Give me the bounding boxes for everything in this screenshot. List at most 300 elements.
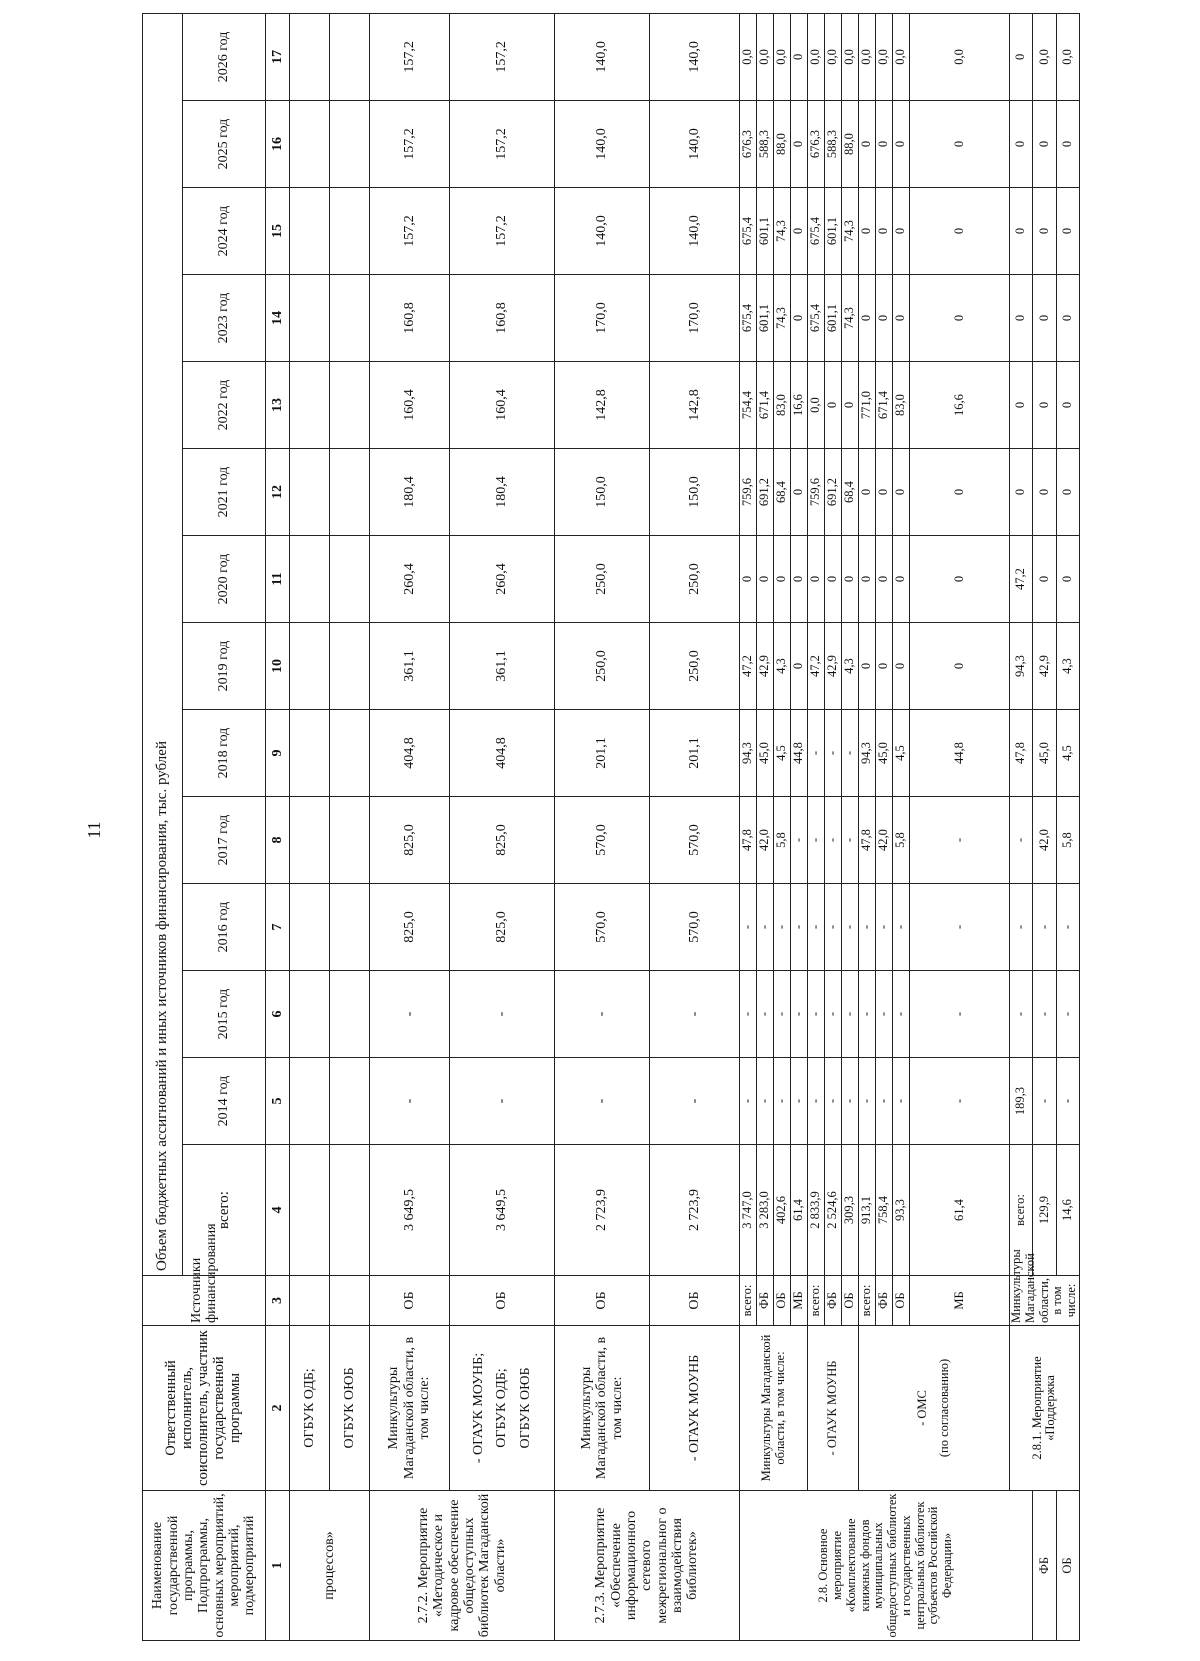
- value-cell: -: [450, 1058, 555, 1145]
- column-number: 3: [266, 1276, 290, 1326]
- value-cell: -: [791, 1058, 808, 1145]
- value-cell: 16,6: [910, 362, 1010, 449]
- value-cell: -: [825, 1058, 842, 1145]
- responsible-cell: [450, 1326, 555, 1491]
- value-cell: 47,8: [740, 797, 757, 884]
- empty-cell: [330, 971, 370, 1058]
- value-cell: -: [757, 971, 774, 1058]
- value-cell: 0: [791, 449, 808, 536]
- value-cell: 74,3: [842, 188, 859, 275]
- empty-cell: [290, 1058, 330, 1145]
- value-cell: 260,4: [450, 536, 555, 623]
- value-cell: 0: [1056, 188, 1079, 275]
- value-cell: 361,1: [370, 623, 450, 710]
- header-year: 2015 год: [183, 971, 266, 1058]
- empty-cell: [330, 623, 370, 710]
- value-cell: 0: [859, 101, 876, 188]
- value-cell: 47,8: [1010, 710, 1033, 797]
- value-cell: 0: [893, 536, 910, 623]
- source-cell: всего:: [859, 1276, 876, 1326]
- value-cell: 142,8: [650, 362, 740, 449]
- source-cell: ОБ: [450, 1276, 555, 1326]
- column-number: 1: [266, 1491, 290, 1641]
- value-cell: 47,8: [859, 797, 876, 884]
- program-name: 2.8. Основное мероприятие «Комплектование книжных фондов муниципальных общедоступных библиотек и государственных центральных библиотек субъектов Российской Федерации»: [740, 1491, 1033, 1641]
- value-cell: 157,2: [370, 13, 450, 100]
- value-cell: 88,0: [842, 101, 859, 188]
- value-cell: 0,0: [774, 13, 791, 100]
- cell-line: ОГБУК ОДБ;: [494, 1368, 510, 1448]
- value-cell: -: [842, 710, 859, 797]
- empty-cell: [330, 797, 370, 884]
- value-cell: -: [808, 884, 825, 971]
- value-cell: 0: [791, 13, 808, 100]
- value-cell: 0: [1033, 449, 1056, 536]
- value-cell: 0: [1010, 188, 1033, 275]
- value-cell: 0: [1010, 101, 1033, 188]
- value-cell: 3 649,5: [370, 1145, 450, 1276]
- value-cell: 189,3: [1010, 1058, 1033, 1145]
- source-cell: ОБ: [370, 1276, 450, 1326]
- empty-cell: [330, 1058, 370, 1145]
- value-cell: 157,2: [450, 101, 555, 188]
- column-number: 13: [266, 362, 290, 449]
- program-name: 2.8.1. Мероприятие «Поддержка: [1010, 1326, 1080, 1491]
- header-year: 2025 год: [183, 101, 266, 188]
- responsible-cell: [859, 1326, 1010, 1491]
- source-cell: МБ: [791, 1276, 808, 1326]
- column-number: 16: [266, 101, 290, 188]
- value-cell: 2 723,9: [555, 1145, 650, 1276]
- header-responsible-col: Ответственный исполнитель, соисполнитель, участник государственной программы: [143, 1326, 266, 1491]
- value-cell: -: [825, 971, 842, 1058]
- value-cell: 0: [859, 536, 876, 623]
- value-cell: 180,4: [450, 449, 555, 536]
- value-cell: 0: [1056, 275, 1079, 362]
- responsible-cell: Минкультуры Магаданской области, в том числе:: [1010, 1276, 1080, 1326]
- value-cell: 404,8: [450, 710, 555, 797]
- empty-cell: [330, 1276, 370, 1326]
- value-cell: 0: [1033, 101, 1056, 188]
- value-cell: 0: [1010, 362, 1033, 449]
- value-cell: 5,8: [774, 797, 791, 884]
- value-cell: 150,0: [555, 449, 650, 536]
- value-cell: 675,4: [740, 188, 757, 275]
- value-cell: 601,1: [757, 275, 774, 362]
- column-number: 5: [266, 1058, 290, 1145]
- value-cell: 675,4: [740, 275, 757, 362]
- value-cell: 0: [876, 275, 893, 362]
- value-cell: -: [757, 1058, 774, 1145]
- value-cell: 0: [1056, 101, 1079, 188]
- value-cell: 0,0: [757, 13, 774, 100]
- column-number: 15: [266, 188, 290, 275]
- column-number: 2: [266, 1326, 290, 1491]
- value-cell: 42,0: [757, 797, 774, 884]
- value-cell: 0: [842, 362, 859, 449]
- responsible-cell: ОГБУК ОДБ;: [290, 1326, 330, 1491]
- table-row: [859, 13, 876, 1640]
- value-cell: 0: [1010, 449, 1033, 536]
- value-cell: -: [825, 884, 842, 971]
- value-cell: 47,2: [808, 623, 825, 710]
- value-cell: -: [1010, 971, 1033, 1058]
- value-cell: 570,0: [650, 797, 740, 884]
- value-cell: 0: [859, 188, 876, 275]
- value-cell: 691,2: [825, 449, 842, 536]
- value-cell: 0: [1010, 275, 1033, 362]
- value-cell: 4,3: [774, 623, 791, 710]
- value-cell: 0: [757, 536, 774, 623]
- value-cell: 404,8: [370, 710, 450, 797]
- value-cell: 0: [876, 188, 893, 275]
- source-cell: ФБ: [876, 1276, 893, 1326]
- empty-cell: [290, 797, 330, 884]
- value-cell: 0: [893, 275, 910, 362]
- value-cell: 0,0: [1056, 13, 1079, 100]
- empty-cell: [290, 1276, 330, 1326]
- value-cell: 825,0: [450, 884, 555, 971]
- value-cell: 771,0: [859, 362, 876, 449]
- column-number: 17: [266, 13, 290, 100]
- value-cell: 42,0: [876, 797, 893, 884]
- empty-cell: [290, 13, 330, 100]
- value-cell: 0: [910, 536, 1010, 623]
- value-cell: 0,0: [825, 13, 842, 100]
- value-cell: 759,6: [808, 449, 825, 536]
- header-year: 2017 год: [183, 797, 266, 884]
- empty-cell: [290, 275, 330, 362]
- value-cell: 160,8: [370, 275, 450, 362]
- value-cell: 140,0: [650, 13, 740, 100]
- empty-cell: [330, 884, 370, 971]
- value-cell: 140,0: [650, 188, 740, 275]
- cell-line: (по согласованию): [937, 1358, 951, 1458]
- value-cell: -: [774, 971, 791, 1058]
- header-year: 2019 год: [183, 623, 266, 710]
- value-cell: -: [910, 797, 1010, 884]
- value-cell: 913,1: [859, 1145, 876, 1276]
- value-cell: 94,3: [859, 710, 876, 797]
- value-cell: -: [650, 971, 740, 1058]
- value-cell: 4,3: [842, 623, 859, 710]
- value-cell: 0: [876, 449, 893, 536]
- value-cell: 94,3: [1010, 623, 1033, 710]
- value-cell: -: [1056, 971, 1079, 1058]
- value-cell: 0: [774, 536, 791, 623]
- value-cell: 68,4: [842, 449, 859, 536]
- value-cell: 0: [808, 536, 825, 623]
- value-cell: 4,5: [1056, 710, 1079, 797]
- value-cell: 0: [910, 188, 1010, 275]
- value-cell: 0: [893, 101, 910, 188]
- value-cell: -: [859, 1058, 876, 1145]
- value-cell: 671,4: [757, 362, 774, 449]
- value-cell: -: [1033, 971, 1056, 1058]
- value-cell: 309,3: [842, 1145, 859, 1276]
- value-cell: 676,3: [740, 101, 757, 188]
- value-cell: 260,4: [370, 536, 450, 623]
- value-cell: -: [842, 797, 859, 884]
- value-cell: -: [1056, 1058, 1079, 1145]
- value-cell: -: [876, 1058, 893, 1145]
- table-row: [330, 13, 370, 1640]
- table-row: [808, 13, 825, 1640]
- empty-cell: [290, 536, 330, 623]
- value-cell: 180,4: [370, 449, 450, 536]
- source-cell: ОБ: [555, 1276, 650, 1326]
- empty-cell: [290, 1145, 330, 1276]
- value-cell: -: [893, 971, 910, 1058]
- value-cell: -: [808, 710, 825, 797]
- value-cell: 0: [893, 449, 910, 536]
- empty-cell: [290, 884, 330, 971]
- value-cell: -: [774, 1058, 791, 1145]
- value-cell: 601,1: [757, 188, 774, 275]
- value-cell: -: [650, 1058, 740, 1145]
- value-cell: 45,0: [876, 710, 893, 797]
- value-cell: 2 723,9: [650, 1145, 740, 1276]
- value-cell: 758,4: [876, 1145, 893, 1276]
- header-year: 2021 год: [183, 449, 266, 536]
- header-name-col: Наименование государственной программы, Подпрограммы, основных мероприятий, мероприятий, подмероприятий: [143, 1491, 266, 1641]
- source-cell: МБ: [910, 1276, 1010, 1326]
- value-cell: 0: [910, 623, 1010, 710]
- value-cell: 250,0: [650, 623, 740, 710]
- value-cell: 3 283,0: [757, 1145, 774, 1276]
- value-cell: 0: [859, 623, 876, 710]
- value-cell: 361,1: [450, 623, 555, 710]
- value-cell: -: [859, 971, 876, 1058]
- column-number: 14: [266, 275, 290, 362]
- column-number: 12: [266, 449, 290, 536]
- value-cell: 0,0: [876, 13, 893, 100]
- header-year: 2016 год: [183, 884, 266, 971]
- value-cell: 68,4: [774, 449, 791, 536]
- value-cell: 0,0: [740, 13, 757, 100]
- value-cell: -: [555, 1058, 650, 1145]
- empty-cell: [330, 1145, 370, 1276]
- value-cell: 676,3: [808, 101, 825, 188]
- value-cell: 140,0: [555, 101, 650, 188]
- cell-line: - ОМС: [915, 1390, 930, 1426]
- value-cell: 0: [893, 623, 910, 710]
- program-name: 2.7.2. Мероприятие «Методическое и кадровое обеспечение общедоступных библиотек Магаданской области»: [370, 1491, 555, 1641]
- value-cell: 0: [740, 536, 757, 623]
- value-cell: 2 833,9: [808, 1145, 825, 1276]
- responsible-cell: Минкультуры Магаданской области, в том числе:: [555, 1326, 650, 1491]
- value-cell: 129,9: [1033, 1145, 1056, 1276]
- value-cell: 16,6: [791, 362, 808, 449]
- value-cell: 47,2: [1010, 536, 1033, 623]
- value-cell: 61,4: [791, 1145, 808, 1276]
- value-cell: -: [370, 971, 450, 1058]
- value-cell: 88,0: [774, 101, 791, 188]
- value-cell: 0: [1010, 13, 1033, 100]
- value-cell: 0: [1033, 362, 1056, 449]
- value-cell: 93,3: [893, 1145, 910, 1276]
- value-cell: 825,0: [450, 797, 555, 884]
- value-cell: 601,1: [825, 188, 842, 275]
- value-cell: -: [859, 884, 876, 971]
- value-cell: -: [910, 1058, 1010, 1145]
- value-cell: 0: [791, 623, 808, 710]
- empty-cell: [290, 449, 330, 536]
- page-number: 11: [84, 821, 104, 839]
- value-cell: 0: [876, 623, 893, 710]
- column-number: 10: [266, 623, 290, 710]
- value-cell: -: [1033, 884, 1056, 971]
- value-cell: 691,2: [757, 449, 774, 536]
- value-cell: 0: [859, 449, 876, 536]
- empty-cell: [290, 101, 330, 188]
- value-cell: 0: [893, 188, 910, 275]
- value-cell: 45,0: [1033, 710, 1056, 797]
- value-cell: 825,0: [370, 884, 450, 971]
- source-cell: ОБ: [774, 1276, 791, 1326]
- value-cell: 0: [825, 536, 842, 623]
- source-cell: всего:: [740, 1276, 757, 1326]
- value-cell: -: [825, 797, 842, 884]
- empty-cell: [290, 710, 330, 797]
- value-cell: 588,3: [757, 101, 774, 188]
- value-cell: -: [791, 797, 808, 884]
- value-cell: 675,4: [808, 275, 825, 362]
- value-cell: 4,3: [1056, 623, 1079, 710]
- value-cell: 83,0: [893, 362, 910, 449]
- value-cell: 47,2: [740, 623, 757, 710]
- empty-cell: [290, 971, 330, 1058]
- value-cell: -: [893, 884, 910, 971]
- value-cell: 3 649,5: [450, 1145, 555, 1276]
- value-cell: 250,0: [555, 623, 650, 710]
- value-cell: 0: [910, 275, 1010, 362]
- value-cell: 0,0: [1033, 13, 1056, 100]
- value-cell: 140,0: [555, 188, 650, 275]
- table-row: [1010, 13, 1033, 1640]
- value-cell: -: [370, 1058, 450, 1145]
- value-cell: -: [1033, 1058, 1056, 1145]
- header-year: 2024 год: [183, 188, 266, 275]
- empty-cell: [330, 275, 370, 362]
- empty-cell: [290, 188, 330, 275]
- source-cell: всего:: [808, 1276, 825, 1326]
- value-cell: 160,4: [370, 362, 450, 449]
- value-cell: -: [450, 971, 555, 1058]
- value-cell: 74,3: [842, 275, 859, 362]
- value-cell: -: [1010, 797, 1033, 884]
- value-cell: -: [876, 884, 893, 971]
- responsible-cell: ОГБУК ОЮБ: [330, 1326, 370, 1491]
- value-cell: 61,4: [910, 1145, 1010, 1276]
- value-cell: 157,2: [450, 188, 555, 275]
- value-cell: 5,8: [893, 797, 910, 884]
- value-cell: 0: [910, 449, 1010, 536]
- value-cell: 83,0: [774, 362, 791, 449]
- value-cell: 94,3: [740, 710, 757, 797]
- value-cell: 14,6: [1056, 1145, 1079, 1276]
- value-cell: -: [791, 971, 808, 1058]
- value-cell: 170,0: [650, 275, 740, 362]
- table-row: [650, 13, 740, 1640]
- header-volume-title: Объем бюджетных ассигнований и иных источников финансирования, тыс. рублей: [143, 13, 183, 1275]
- value-cell: -: [893, 1058, 910, 1145]
- program-name: процессов»: [290, 1491, 370, 1641]
- value-cell: 74,3: [774, 275, 791, 362]
- value-cell: 4,5: [774, 710, 791, 797]
- value-cell: 759,6: [740, 449, 757, 536]
- value-cell: 42,9: [825, 623, 842, 710]
- value-cell: 160,4: [450, 362, 555, 449]
- value-cell: 142,8: [555, 362, 650, 449]
- value-cell: 2 524,6: [825, 1145, 842, 1276]
- value-cell: 0: [842, 536, 859, 623]
- empty-cell: [330, 188, 370, 275]
- header-column-numbers: [266, 13, 290, 1640]
- value-cell: 140,0: [555, 13, 650, 100]
- source-cell: ФБ: [825, 1276, 842, 1326]
- header-total: всего:: [183, 1145, 266, 1276]
- value-cell: 0: [876, 536, 893, 623]
- value-cell: 250,0: [650, 536, 740, 623]
- value-cell: 675,4: [808, 188, 825, 275]
- column-number: 8: [266, 797, 290, 884]
- value-cell: 570,0: [555, 797, 650, 884]
- source-cell: всего:: [1010, 1145, 1033, 1276]
- value-cell: 44,8: [791, 710, 808, 797]
- header-year: 2014 год: [183, 1058, 266, 1145]
- responsible-cell: - ОГАУК МОУНБ: [650, 1326, 740, 1491]
- value-cell: -: [842, 1058, 859, 1145]
- value-cell: 74,3: [774, 188, 791, 275]
- empty-cell: [330, 13, 370, 100]
- value-cell: 0,0: [808, 13, 825, 100]
- column-number: 6: [266, 971, 290, 1058]
- table-row: [290, 13, 330, 1640]
- value-cell: 201,1: [650, 710, 740, 797]
- table-row: [555, 13, 650, 1640]
- value-cell: 402,6: [774, 1145, 791, 1276]
- value-cell: 0: [1056, 362, 1079, 449]
- value-cell: -: [842, 971, 859, 1058]
- program-name: 2.7.3. Мероприятие «Обеспечение информационного сетевого межрегиональног о взаимодействия библиотек»: [555, 1491, 740, 1641]
- value-cell: 0: [791, 275, 808, 362]
- header-year: 2026 год: [183, 13, 266, 100]
- column-number: 4: [266, 1145, 290, 1276]
- value-cell: 570,0: [555, 884, 650, 971]
- value-cell: 754,4: [740, 362, 757, 449]
- header-year: 2020 год: [183, 536, 266, 623]
- table-row: [740, 13, 757, 1640]
- value-cell: 0: [910, 101, 1010, 188]
- value-cell: 157,2: [450, 13, 555, 100]
- value-cell: 42,9: [757, 623, 774, 710]
- value-cell: 160,8: [450, 275, 555, 362]
- table-row: [450, 13, 555, 1640]
- column-number: 11: [266, 536, 290, 623]
- value-cell: 0,0: [808, 362, 825, 449]
- value-cell: 588,3: [825, 101, 842, 188]
- value-cell: 0: [1033, 536, 1056, 623]
- responsible-cell: - ОГАУК МОУНБ: [808, 1326, 859, 1491]
- value-cell: 0: [876, 101, 893, 188]
- value-cell: 671,4: [876, 362, 893, 449]
- cell-line: ОГБУК ОЮБ: [517, 1367, 533, 1449]
- value-cell: 150,0: [650, 449, 740, 536]
- value-cell: -: [1056, 884, 1079, 971]
- value-cell: 42,9: [1033, 623, 1056, 710]
- value-cell: 0: [1056, 449, 1079, 536]
